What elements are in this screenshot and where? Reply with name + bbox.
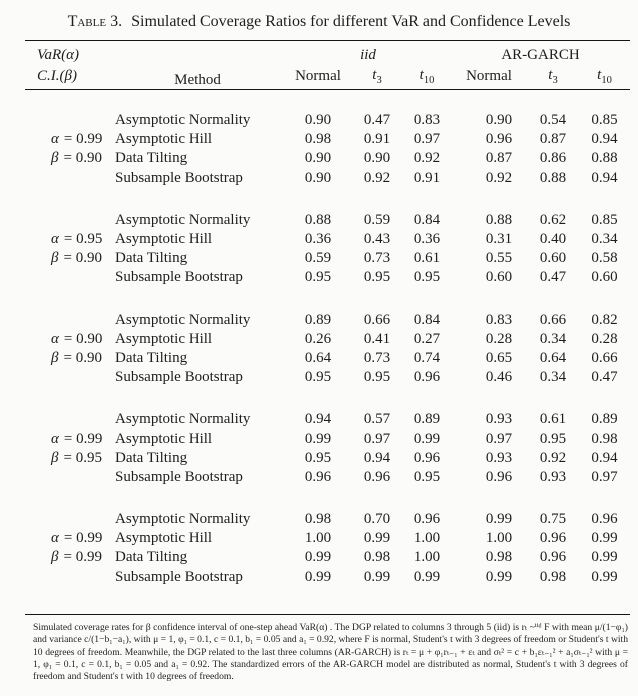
beta-label (25, 449, 110, 468)
table-row (25, 268, 630, 287)
method-label: Asymptotic Normality (115, 112, 251, 129)
coverage-value: 0.94 (591, 131, 618, 148)
beta-symbol: β (51, 250, 59, 267)
col-label: t (597, 67, 602, 83)
coverage-value: 0.94 (304, 411, 332, 428)
coverage-value: 0.82 (591, 311, 618, 328)
table-row (25, 510, 630, 529)
block-gap (25, 90, 630, 112)
coverage-value: 0.84 (413, 211, 441, 228)
coverage-value: 0.47 (591, 369, 618, 386)
method-label: Subsample Bootstrap (115, 468, 243, 485)
table-row (25, 548, 630, 567)
beta-label (25, 349, 110, 368)
beta-label (25, 249, 110, 268)
coverage-value: 0.92 (363, 169, 391, 186)
col-label: t (372, 67, 377, 83)
coverage-value: 0.27 (413, 330, 441, 347)
coverage-value: 0.95 (363, 269, 391, 286)
group-label-empty (25, 568, 110, 587)
coverage-value: 0.66 (591, 349, 618, 366)
method-label: Subsample Bootstrap (115, 369, 243, 386)
ci-beta-header: C.I.(β) (37, 68, 77, 84)
coverage-value: 1.00 (413, 549, 441, 566)
coverage-value: 0.92 (485, 169, 513, 186)
beta-symbol: β (51, 349, 59, 366)
coverage-value: 0.99 (591, 568, 618, 585)
coverage-value: 0.96 (539, 549, 567, 566)
coverage-value: 0.87 (485, 150, 513, 167)
coverage-value: 0.90 (304, 150, 332, 167)
garch-t3-header (527, 64, 579, 90)
alpha-symbol: α (51, 430, 59, 447)
table-row (25, 410, 630, 429)
group-label-empty (25, 268, 110, 287)
coverage-value: 0.31 (485, 231, 513, 248)
coverage-value: 0.60 (539, 250, 567, 267)
method-label: Asymptotic Hill (115, 530, 213, 547)
table-caption (0, 0, 638, 31)
coverage-value: 0.90 (304, 169, 332, 186)
coverage-value: 0.88 (485, 211, 513, 228)
beta-value: = 0.95 (63, 449, 102, 466)
gap-cell (25, 288, 630, 311)
table-row (25, 111, 630, 130)
coverage-value: 0.87 (539, 131, 567, 148)
coverage-value: 0.83 (413, 112, 441, 129)
coverage-value: 1.00 (304, 530, 332, 547)
method-label: Data Tilting (115, 150, 188, 167)
table-row (25, 330, 630, 349)
coverage-value: 0.73 (363, 349, 391, 366)
coverage-value: 0.96 (539, 530, 567, 547)
table-row (25, 349, 630, 368)
var-alpha-header: VaR(α) (37, 47, 80, 63)
coverage-value: 0.85 (591, 112, 618, 129)
coverage-value: 0.85 (591, 211, 618, 228)
table-row (25, 249, 630, 268)
alpha-label (25, 330, 110, 349)
coverage-value: 0.95 (304, 449, 332, 466)
coverage-value: 0.66 (539, 311, 567, 328)
coverage-value: 0.90 (485, 112, 513, 129)
method-label: Asymptotic Hill (115, 231, 213, 248)
alpha-value: = 0.95 (63, 231, 103, 248)
method-label: Asymptotic Hill (115, 131, 213, 148)
coverage-value: 0.97 (591, 468, 618, 485)
coverage-value: 0.95 (304, 369, 332, 386)
coverage-value: 0.99 (485, 568, 513, 585)
gap-cell (25, 587, 630, 615)
alpha-value: = 0.99 (63, 530, 103, 547)
coverage-value: 0.95 (413, 269, 441, 286)
coverage-value: 0.54 (539, 112, 567, 129)
group-label-empty (25, 368, 110, 387)
coverage-value: 0.61 (539, 411, 567, 428)
coverage-value: 0.95 (304, 269, 332, 286)
final-gap (25, 587, 630, 615)
coverage-value: 0.96 (413, 511, 441, 528)
group-label-empty (25, 311, 110, 330)
coverage-value: 0.95 (413, 468, 441, 485)
table-row (25, 130, 630, 149)
coverage-value: 0.96 (413, 369, 441, 386)
coverage-value: 0.93 (485, 449, 513, 466)
col-label: t (548, 67, 553, 83)
coverage-value: 0.98 (304, 131, 332, 148)
coverage-value: 0.91 (413, 169, 441, 186)
coverage-value: 0.86 (539, 150, 567, 167)
coverage-value: 0.98 (304, 511, 332, 528)
coverage-value: 0.89 (304, 311, 332, 328)
coverage-value: 0.88 (539, 169, 567, 186)
alpha-value: = 0.90 (63, 330, 103, 347)
coverage-value: 0.99 (485, 511, 513, 528)
coverage-value: 0.96 (363, 468, 391, 485)
coverage-value: 0.95 (539, 430, 567, 447)
coverage-value: 0.96 (413, 449, 441, 466)
coverage-value: 0.55 (485, 250, 513, 267)
coverage-value: 0.34 (591, 231, 618, 248)
coverage-value: 0.99 (304, 568, 332, 585)
iid-group-header: iid (360, 47, 376, 63)
coverage-value: 0.57 (363, 411, 391, 428)
beta-value: = 0.90 (63, 150, 102, 167)
garch-normal-header (451, 64, 527, 90)
alpha-symbol: α (51, 231, 59, 248)
group-label-empty (25, 169, 110, 188)
block-gap (25, 288, 630, 311)
method-label: Data Tilting (115, 549, 188, 566)
table-header (25, 41, 630, 90)
coverage-value: 0.36 (304, 231, 332, 248)
method-label: Data Tilting (115, 349, 188, 366)
ar-garch-group-header: AR-GARCH (501, 47, 580, 63)
coverage-value: 0.40 (539, 231, 567, 248)
header-group-row (25, 41, 630, 65)
method-label: Asymptotic Hill (115, 430, 213, 447)
block-gap (25, 487, 630, 510)
gap-cell (25, 90, 630, 112)
alpha-symbol: α (51, 330, 59, 347)
table-footnote: Simulated coverage rates for β confidence interval of one-step ahead VaR(α) . The DGP related to columns 3 through 5 (iid) is rₜ ~ⁱⁱᵈ F with mean μ/(1−φ₁) and variance c/(1−b₁−a₁), with μ = 1, φ₁ = 0.1, c = 0.1, b₁ = 0.05 and a₁ = 0.92, where F is normal, Student's t with 3 degrees of freedom or Student's t with 10 degrees of freedom. Meanwhile, the DGP related to the last three columns (AR-GARCH) is rₜ = μ + φ₁rₜ₋₁ + εₜ and σₜ² = c + b₁εₜ₋₁² + a₁σₜ₋₁² with μ = 1, φ₁ = 0.1, c = 0.1, b₁ = 0.05 and a₁ = 0.92. The standardized errors of the AR-GARCH model are distributed as normal, Student's t with 3 degrees of freedom and Student's t with 10 degrees of freedom. (33, 621, 628, 683)
beta-symbol: β (51, 549, 59, 566)
alpha-label (25, 130, 110, 149)
coverage-value: 0.84 (413, 311, 441, 328)
beta-label (25, 548, 110, 567)
table-row (25, 169, 630, 188)
table-row (25, 449, 630, 468)
coverage-value: 0.90 (363, 150, 391, 167)
alpha-value: = 0.99 (63, 131, 103, 148)
coverage-value: 0.99 (363, 568, 391, 585)
coverage-value: 0.91 (363, 131, 391, 148)
method-column-header: Method (174, 72, 221, 88)
col-subscript: 10 (423, 75, 435, 86)
table-row (25, 529, 630, 548)
coverage-value: 0.73 (363, 250, 391, 267)
coverage-value: 0.75 (539, 511, 567, 528)
table-title-text: Simulated Coverage Ratios for different VaR and Confidence Levels (131, 13, 571, 30)
coverage-value: 1.00 (485, 530, 513, 547)
coverage-value: 0.97 (485, 430, 513, 447)
coverage-value: 0.46 (485, 369, 513, 386)
coverage-value: 0.47 (363, 112, 391, 129)
coverage-value: 0.70 (363, 511, 391, 528)
col-subscript: 10 (601, 75, 612, 86)
coverage-value: 0.60 (485, 269, 513, 286)
method-label: Data Tilting (115, 449, 188, 466)
coverage-value: 0.88 (304, 211, 332, 228)
alpha-value: = 0.99 (63, 430, 103, 447)
coverage-value: 0.41 (363, 330, 391, 347)
block-gap (25, 387, 630, 410)
table-row (25, 368, 630, 387)
coverage-value: 0.89 (413, 411, 441, 428)
coverage-value: 0.62 (539, 211, 567, 228)
coverage-value: 0.59 (363, 211, 391, 228)
coverage-value: 0.92 (539, 449, 567, 466)
table-row (25, 429, 630, 448)
iid-t3-header (351, 64, 403, 90)
group-label-empty (25, 510, 110, 529)
beta-value: = 0.99 (63, 549, 102, 566)
coverage-value: 0.93 (539, 468, 567, 485)
coverage-value: 0.99 (591, 549, 618, 566)
group-label-empty (25, 211, 110, 230)
coverage-value: 0.28 (591, 330, 618, 347)
coverage-value: 0.99 (304, 430, 332, 447)
method-label: Asymptotic Normality (115, 311, 251, 328)
coverage-value: 0.92 (413, 150, 441, 167)
coverage-value: 0.99 (413, 568, 441, 585)
table-row (25, 230, 630, 249)
coverage-value: 0.26 (304, 330, 332, 347)
coverage-value: 0.97 (413, 131, 441, 148)
group-label-empty (25, 468, 110, 487)
coverage-value: 0.93 (485, 411, 513, 428)
iid-t10-header (403, 64, 451, 90)
coverage-value: 0.36 (413, 231, 441, 248)
gap-cell (25, 487, 630, 510)
alpha-label (25, 230, 110, 249)
method-label: Subsample Bootstrap (115, 269, 243, 286)
coverage-value: 0.98 (485, 549, 513, 566)
coverage-value: 0.96 (485, 468, 513, 485)
method-label: Asymptotic Hill (115, 330, 213, 347)
coverage-value: 0.65 (485, 349, 513, 366)
coverage-value: 0.74 (413, 349, 441, 366)
group-label-empty (25, 111, 110, 130)
coverage-value: 0.98 (363, 549, 391, 566)
garch-t10-header (579, 64, 630, 90)
beta-value: = 0.90 (63, 250, 102, 267)
table-row (25, 149, 630, 168)
coverage-value: 0.94 (591, 449, 618, 466)
coverage-value: 0.96 (485, 131, 513, 148)
gap-cell (25, 387, 630, 410)
coverage-value: 0.94 (591, 169, 618, 186)
method-label: Asymptotic Normality (115, 511, 251, 528)
coverage-value: 0.60 (591, 269, 618, 286)
table-number: Table 3. (67, 13, 123, 30)
table-row (25, 211, 630, 230)
alpha-label (25, 429, 110, 448)
coverage-value: 0.99 (304, 549, 332, 566)
table-row (25, 468, 630, 487)
coverage-value: 0.34 (539, 330, 567, 347)
coverage-value: 0.47 (539, 269, 567, 286)
coverage-value: 0.58 (591, 250, 618, 267)
method-label: Subsample Bootstrap (115, 568, 243, 585)
col-label: t (419, 67, 424, 83)
alpha-symbol: α (51, 530, 59, 547)
coverage-value: 1.00 (413, 530, 441, 547)
coverage-value: 0.98 (591, 430, 618, 447)
col-subscript: 3 (376, 75, 382, 86)
table-body (25, 90, 630, 615)
table-row (25, 311, 630, 330)
table-row (25, 568, 630, 587)
beta-label (25, 149, 110, 168)
method-label: Asymptotic Normality (115, 411, 251, 428)
iid-normal-header (285, 64, 351, 90)
gap-cell (25, 188, 630, 211)
coverage-value: 0.64 (304, 349, 332, 366)
coverage-value: 0.99 (413, 430, 441, 447)
coverage-value: 0.97 (363, 430, 391, 447)
coverage-table (25, 40, 630, 615)
col-label: Normal (295, 68, 341, 84)
coverage-value: 0.88 (591, 150, 618, 167)
block-gap (25, 188, 630, 211)
coverage-value: 0.66 (363, 311, 391, 328)
coverage-value: 0.61 (413, 250, 441, 267)
coverage-value: 0.83 (485, 311, 513, 328)
coverage-value: 0.43 (363, 231, 391, 248)
coverage-value: 0.28 (485, 330, 513, 347)
beta-symbol: β (51, 449, 59, 466)
coverage-value: 0.96 (304, 468, 332, 485)
coverage-value: 0.89 (591, 411, 618, 428)
col-subscript: 3 (552, 75, 558, 86)
alpha-symbol: α (51, 131, 59, 148)
coverage-value: 0.95 (363, 369, 391, 386)
method-label: Data Tilting (115, 250, 188, 267)
coverage-value: 0.98 (539, 568, 567, 585)
coverage-value: 0.90 (304, 112, 332, 129)
method-label: Asymptotic Normality (115, 211, 251, 228)
coverage-value: 0.64 (539, 349, 567, 366)
coverage-value: 0.59 (304, 250, 332, 267)
coverage-value: 0.34 (539, 369, 567, 386)
beta-symbol: β (51, 150, 59, 167)
coverage-value: 0.94 (363, 449, 391, 466)
coverage-value: 0.96 (591, 511, 618, 528)
coverage-value: 0.99 (363, 530, 391, 547)
col-label: Normal (466, 68, 512, 84)
method-label: Subsample Bootstrap (115, 169, 243, 186)
beta-value: = 0.90 (63, 349, 102, 366)
coverage-value: 0.99 (591, 530, 618, 547)
alpha-label (25, 529, 110, 548)
group-label-empty (25, 410, 110, 429)
